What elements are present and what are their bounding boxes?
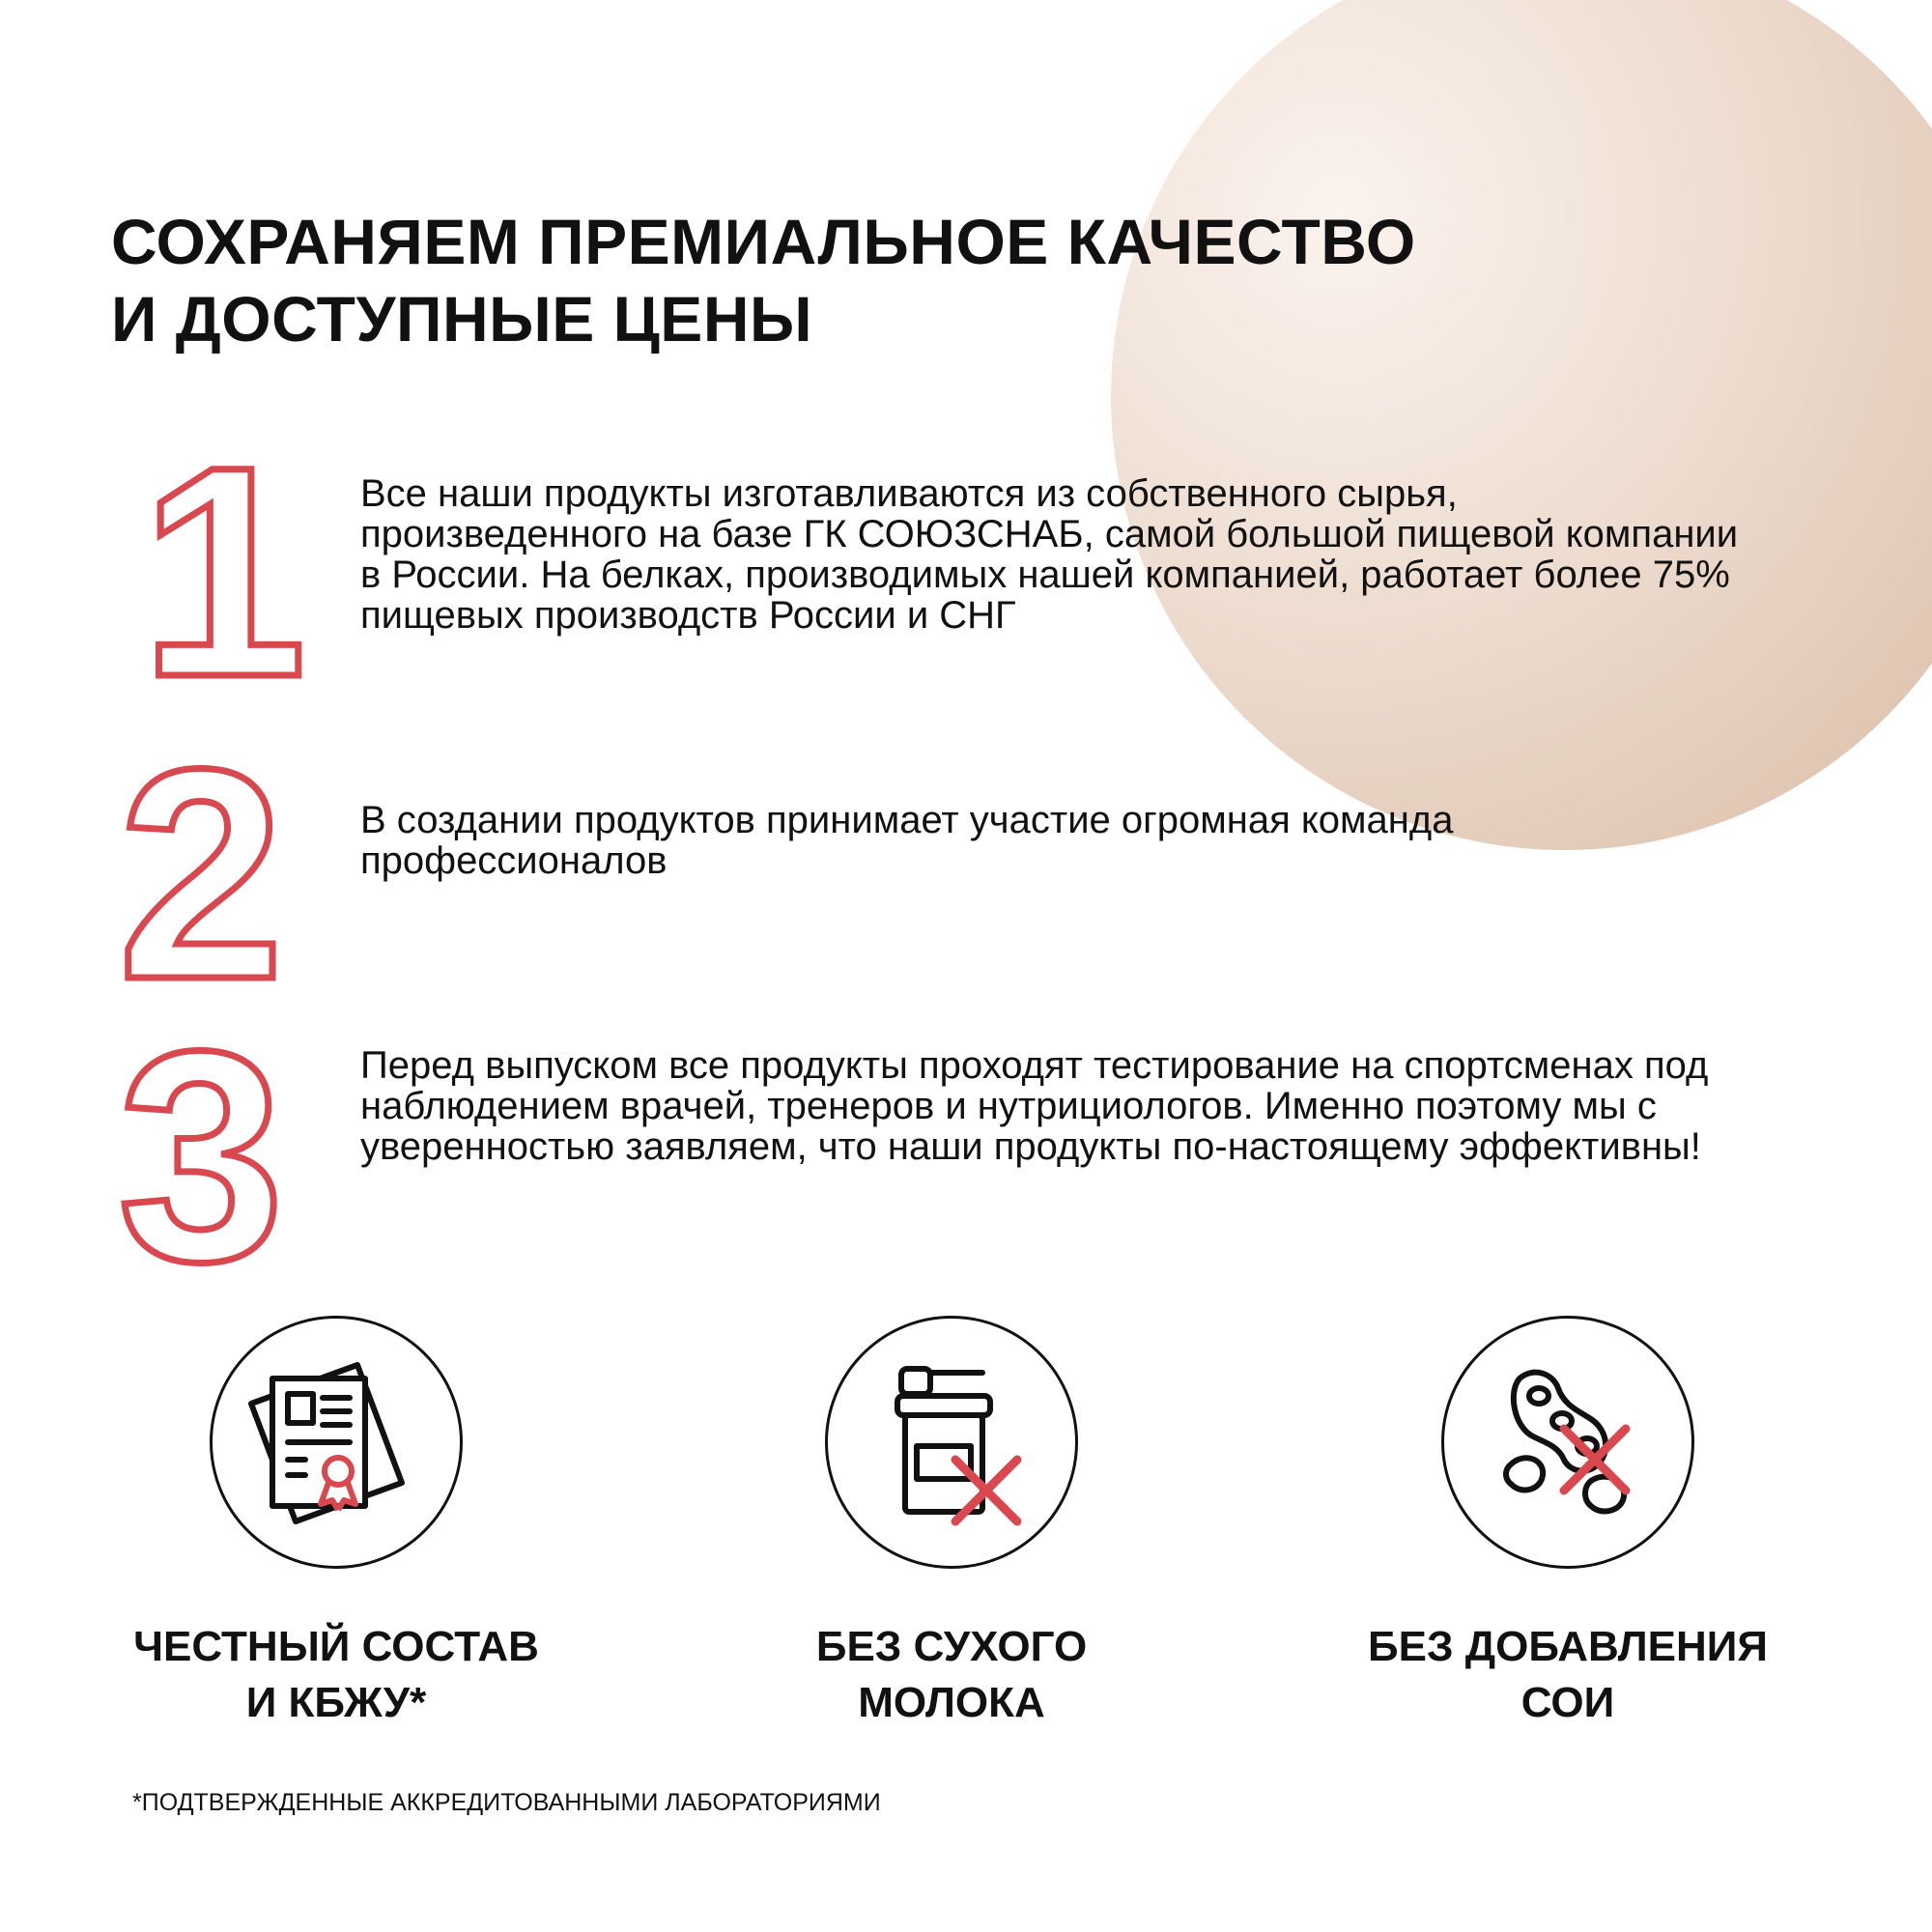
- point-2-number: 2: [118, 706, 285, 1041]
- no-milk-powder-icon: [828, 1319, 1075, 1566]
- point-3-number: 3: [118, 988, 285, 1323]
- point-3-text: Перед выпуском все продукты проходят тестирование на спортсменах под наблюдением врачей, тренеров и нутрициологов. Именно поэтому мы с уверенностью заявляем, что наши продукты по-настоящему эффективны!: [360, 1044, 1709, 1168]
- feature-2-label: [710, 1619, 1193, 1731]
- feature-3-circle: [1441, 1316, 1694, 1569]
- title-line-1: СОХРАНЯЕМ ПРЕМИАЛЬНОЕ КАЧЕСТВО: [111, 206, 1416, 277]
- feature-2-label-line-2: МОЛОКА: [858, 1679, 1045, 1726]
- point-1-number: 1: [140, 404, 307, 739]
- point-2-text: В создании продуктов принимает участие огромная команда профессионалов: [360, 799, 1454, 882]
- title-line-2: И ДОСТУПНЫЕ ЦЕНЫ: [111, 283, 813, 355]
- point-1-text: Все наши продукты изготавливаются из собственного сырья, произведенного на базе ГК СОЮЗСНАБ, самой большой пищевой компании в России. На белках, производимых нашей компанией, работает более 75% пищевых производств России и СНГ: [360, 472, 1739, 637]
- feature-2-circle: [825, 1316, 1078, 1569]
- feature-honest-composition: [95, 1316, 578, 1731]
- certificate-document-icon: [213, 1319, 460, 1566]
- feature-1-label-line-1: ЧЕСТНЫЙ СОСТАВ: [133, 1623, 539, 1670]
- background-gradient-circle: [1111, 0, 1932, 850]
- feature-1-circle: [210, 1316, 463, 1569]
- feature-no-soy: [1326, 1316, 1809, 1731]
- feature-no-milk-powder: [710, 1316, 1193, 1731]
- feature-3-label-line-2: СОИ: [1520, 1679, 1615, 1726]
- feature-1-label: [95, 1619, 578, 1731]
- feature-2-label-line-1: БЕЗ СУХОГО: [815, 1623, 1088, 1670]
- feature-1-label-line-2: И КБЖУ*: [245, 1679, 427, 1726]
- feature-3-label: [1326, 1619, 1809, 1731]
- no-soy-icon: [1444, 1319, 1691, 1566]
- footnote: *ПОДТВЕРЖДЕННЫЕ АККРЕДИТОВАННЫМИ ЛАБОРАТОРИЯМИ: [132, 1789, 881, 1816]
- page-title: [111, 203, 1560, 357]
- feature-3-label-line-1: БЕЗ ДОБАВЛЕНИЯ: [1368, 1623, 1768, 1670]
